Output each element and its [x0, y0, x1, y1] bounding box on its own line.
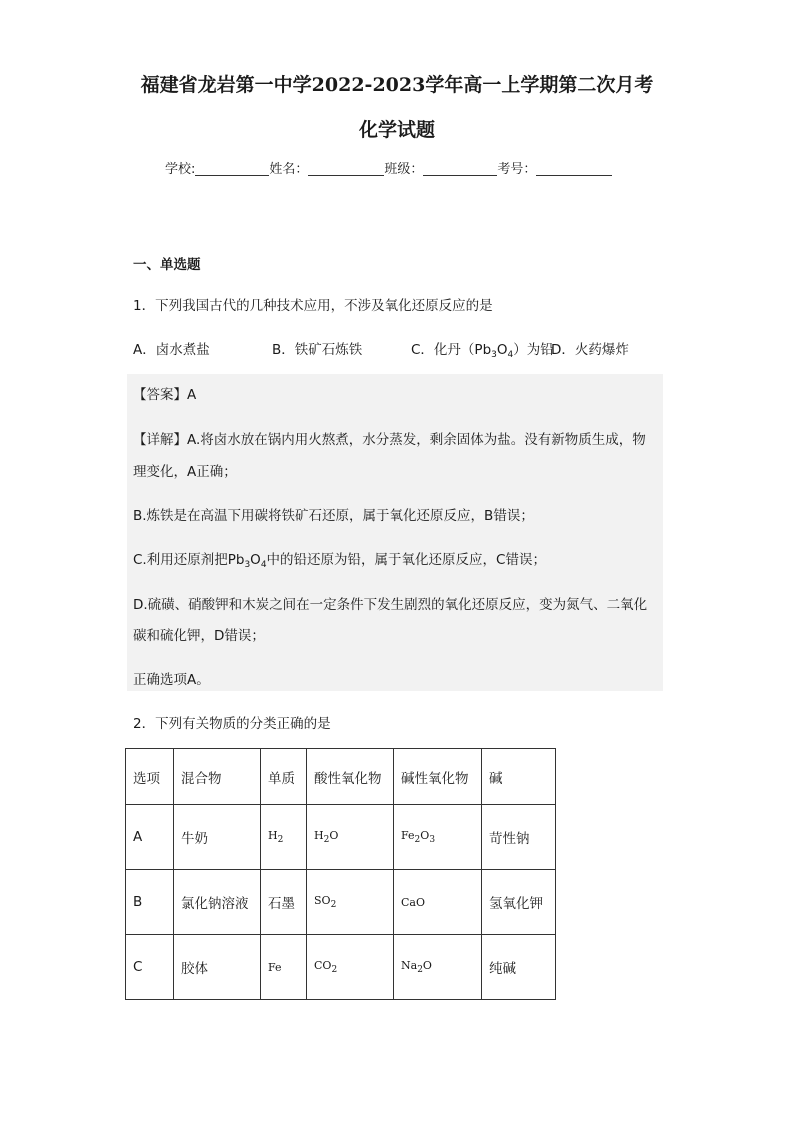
exam-title-line1: 福建省龙岩第一中学2022-2023学年高一上学期第二次月考 — [140, 74, 654, 96]
class-blank[interactable] — [423, 161, 497, 176]
base-cell: 纯碱 — [482, 935, 556, 1000]
mixture-cell: 胶体 — [174, 935, 261, 1000]
q1-detail-c: C.利用还原剂把$Pb_3O_4$中的铅还原为铅，属于氧化还原反应，C错误； — [133, 552, 546, 570]
table-row — [126, 935, 556, 1000]
header-cell: 单质 — [261, 749, 307, 805]
exam-title-line2: 化学试题 — [358, 119, 435, 141]
table-row — [126, 805, 556, 870]
question-1-stem: 1．下列我国古代的几种技术应用，不涉及氧化还原反应的是 — [133, 298, 493, 314]
student-info-row — [165, 158, 612, 177]
table-row — [126, 870, 556, 935]
q1-detail-d-line1: D.硫磺、硝酸钾和木炭之间在一定条件下发生剧烈的氧化还原反应，变为氮气、二氧化 — [133, 597, 648, 613]
q1-option-a: A．卤水煮盐 — [133, 342, 210, 358]
element-cell: 石墨 — [261, 870, 307, 935]
acidic-oxide-cell: $CO_2$ — [307, 935, 394, 1000]
base-cell: 苛性钠 — [482, 805, 556, 870]
q1-detail-a-line1: 【详解】A.将卤水放在锅内用火熬煮，水分蒸发，剩余固体为盐。没有新物质生成，物 — [133, 432, 646, 448]
name-label: 姓名： — [269, 162, 309, 177]
acidic-oxide-cell: $SO_2$ — [307, 870, 394, 935]
basic-oxide-cell: $Fe_2O_3$ — [394, 805, 482, 870]
header-cell: 酸性氧化物 — [307, 749, 394, 805]
q1-option-d: D．火药爆炸 — [551, 342, 629, 358]
element-cell: $H_2$ — [261, 805, 307, 870]
basic-oxide-cell: CaO — [394, 870, 482, 935]
mixture-cell: 氯化钠溶液 — [174, 870, 261, 935]
basic-oxide-cell: $Na_2O$ — [394, 935, 482, 1000]
header-cell: 碱 — [482, 749, 556, 805]
name-blank[interactable] — [308, 161, 384, 176]
school-label: 学校: — [165, 162, 196, 177]
option-cell: C — [126, 935, 174, 1000]
mixture-cell: 牛奶 — [174, 805, 261, 870]
header-cell: 混合物 — [174, 749, 261, 805]
q1-conclusion: 正确选项A。 — [133, 672, 210, 688]
q1-option-c: C．化丹$(Pb_3O_4)$为铅 — [411, 342, 554, 360]
q1-detail-b: B.炼铁是在高温下用碳将铁矿石还原，属于氧化还原反应，B错误； — [133, 508, 534, 524]
q1-answer: 【答案】A — [133, 387, 197, 403]
class-label: 班级： — [384, 162, 424, 177]
number-blank[interactable] — [536, 161, 612, 176]
q1-detail-d-line2: 碳和硫化钾，D错误； — [133, 628, 265, 644]
q1-detail-a-line2: 理变化，A正确； — [133, 464, 237, 480]
section-heading: 一、单选题 — [133, 257, 201, 273]
table-header-row — [126, 749, 556, 805]
option-cell: B — [126, 870, 174, 935]
option-cell: A — [126, 805, 174, 870]
element-cell: Fe — [261, 935, 307, 1000]
q1-option-b: B．铁矿石炼铁 — [272, 342, 363, 358]
header-cell: 碱性氧化物 — [394, 749, 482, 805]
question-2-stem: 2．下列有关物质的分类正确的是 — [133, 716, 331, 732]
school-blank[interactable] — [195, 161, 269, 176]
acidic-oxide-cell: $H_2O$ — [307, 805, 394, 870]
classification-table — [125, 748, 556, 1000]
base-cell: 氢氧化钾 — [482, 870, 556, 935]
header-cell: 选项 — [126, 749, 174, 805]
number-label: 考号： — [497, 162, 537, 177]
